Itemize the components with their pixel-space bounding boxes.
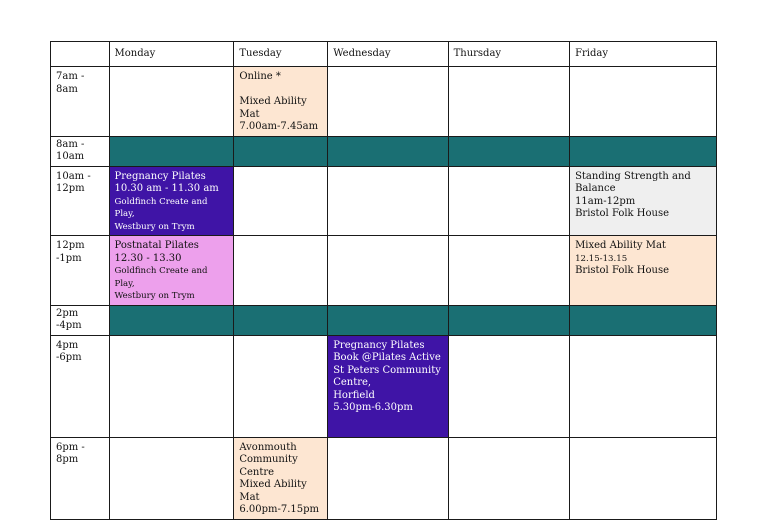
cell-wed-10am <box>328 166 448 236</box>
time-label: 6pm - 8pm <box>51 437 110 519</box>
cell-mon-6pm <box>109 437 234 519</box>
cell-thu-4pm <box>448 335 569 437</box>
cell-fri-4pm <box>570 335 717 437</box>
class-title: Mixed Ability Mat <box>239 96 307 120</box>
class-time: 12.15-13.15 <box>575 253 628 264</box>
class-time: 11am-12pm <box>575 195 636 207</box>
time-label: 4pm -6pm <box>51 335 110 437</box>
class-title: Mixed Ability Mat <box>575 240 666 251</box>
header-thursday: Thursday <box>448 42 569 67</box>
time-label: 10am - 12pm <box>51 166 110 236</box>
blocked-cell <box>109 136 234 166</box>
class-venue: Horfield <box>333 389 375 401</box>
cell-mon-4pm <box>109 335 234 437</box>
blocked-cell <box>570 305 717 335</box>
blocked-cell <box>234 305 328 335</box>
class-title: Pregnancy Pilates <box>114 170 206 182</box>
cell-thu-6pm <box>448 437 569 519</box>
class-venue: Avonmouth <box>239 441 297 453</box>
header-row <box>51 42 717 67</box>
class-pregnancy-pilates-mon <box>109 166 234 236</box>
time-label: 8am - 10am <box>51 136 110 166</box>
class-venue: Bristol Folk House <box>575 265 670 276</box>
cell-wed-12pm <box>328 236 448 306</box>
class-online-mat <box>234 67 328 137</box>
header-tuesday: Tuesday <box>234 42 328 67</box>
class-title: Mixed Ability Mat <box>239 479 307 503</box>
class-time: 5.30pm-6.30pm <box>333 402 413 413</box>
cell-thu-12pm <box>448 236 569 306</box>
class-time: 6.00pm-7.15pm <box>239 504 320 515</box>
cell-tue-4pm <box>234 335 328 437</box>
row-12pm <box>51 236 717 306</box>
row-7am <box>51 67 717 137</box>
row-6pm <box>51 437 717 519</box>
blocked-cell <box>234 136 328 166</box>
cell-thu-10am <box>448 166 569 236</box>
class-title: Pregnancy Pilates <box>333 339 425 351</box>
class-venue: St Peters Community <box>333 364 441 376</box>
cell-wed-6pm <box>328 437 448 519</box>
time-label: 2pm -4pm <box>51 305 110 335</box>
blocked-cell <box>570 136 717 166</box>
class-title: Standing Strength and <box>575 170 691 182</box>
class-venue: Westbury on Trym <box>114 221 195 232</box>
class-pregnancy-pilates-wed <box>328 335 448 437</box>
class-venue: Goldfinch Create and Play, <box>114 196 208 219</box>
header-monday: Monday <box>109 42 234 67</box>
class-venue: Centre, <box>333 377 372 388</box>
class-line: Online * <box>239 71 281 82</box>
blocked-cell <box>109 305 234 335</box>
class-mixed-ability-fri <box>570 236 717 306</box>
time-label: 7am - 8am <box>51 67 110 137</box>
cell-tue-10am <box>234 166 328 236</box>
timetable <box>50 41 717 520</box>
blocked-cell <box>448 305 569 335</box>
cell-fri-7am <box>570 67 717 137</box>
class-venue: Goldfinch Create and Play, <box>114 266 208 289</box>
blocked-cell <box>328 305 448 335</box>
spacer <box>239 84 322 97</box>
class-title: Balance <box>575 183 616 194</box>
class-time: 12.30 - 13.30 <box>114 252 182 264</box>
class-postnatal-pilates <box>109 236 234 306</box>
header-wednesday: Wednesday <box>328 42 448 67</box>
class-venue: Bristol Folk House <box>575 208 670 219</box>
cell-mon-7am <box>109 67 234 137</box>
cell-wed-7am <box>328 67 448 137</box>
cell-thu-7am <box>448 67 569 137</box>
header-blank <box>51 42 110 67</box>
row-8am <box>51 136 717 166</box>
time-label: 12pm -1pm <box>51 236 110 306</box>
row-2pm <box>51 305 717 335</box>
row-10am <box>51 166 717 236</box>
class-standing-strength <box>570 166 717 236</box>
class-venue: Community <box>239 454 298 465</box>
class-time: 7.00am-7.45am <box>239 121 319 132</box>
blocked-cell <box>448 136 569 166</box>
class-venue: Centre <box>239 466 275 478</box>
header-friday: Friday <box>570 42 717 67</box>
class-time: 10.30 am - 11.30 am <box>114 183 219 194</box>
class-venue: Westbury on Trym <box>114 291 195 301</box>
cell-tue-12pm <box>234 236 328 306</box>
class-avonmouth-mat <box>234 437 328 519</box>
row-4pm <box>51 335 717 437</box>
class-title: Postnatal Pilates <box>114 240 199 251</box>
class-booking: Book @Pilates Active <box>333 352 441 363</box>
blocked-cell <box>328 136 448 166</box>
cell-fri-6pm <box>570 437 717 519</box>
